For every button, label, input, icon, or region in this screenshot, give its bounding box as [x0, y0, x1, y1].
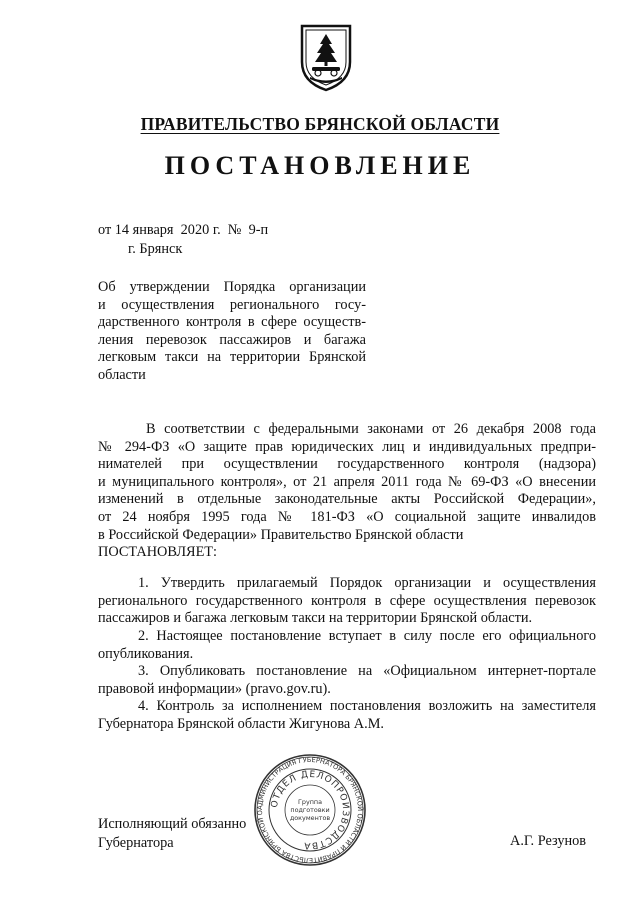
item-line: регионального государственного контроля в сфере осуществления перевозок: [98, 592, 596, 609]
preamble-line: нимателей при осуществлении государственного контроля (надзора): [98, 456, 596, 473]
stamp-outer-text: АДМИНИСТРАЦИЯ ГУБЕРНАТОРА БРЯНСКОЙ ОБЛАСТИ И ПРАВИТЕЛЬСТВА БРЯНСКОЙ О: [255, 755, 365, 865]
item-3-paragraph: [98, 663, 596, 698]
coat-of-arms-emblem: [296, 22, 356, 94]
preamble-line: в Российской Федерации» Правительство Брянской области: [98, 526, 464, 543]
item-line: 2. Настоящее постановление вступает в силу после его официального: [138, 628, 596, 644]
signatory-position: [98, 815, 246, 853]
stamp-center-line: документов: [289, 814, 331, 822]
subject-line: ления перевозок пассажиров и багажа: [98, 331, 366, 348]
item-line: Губернатора Брянской области Жигунова А.М.: [98, 715, 384, 732]
subject-line: и осуществления регионального госу-: [98, 296, 366, 313]
stamp-center-line: Группа: [297, 798, 323, 806]
signatory-position-line: Исполняющий обязанно: [98, 816, 247, 832]
subject-block: [98, 279, 366, 385]
stamp-ring-text: ОТДЕЛ ДЕЛОПРОИЗВОДСТВА: [269, 769, 351, 851]
city-line: г. Брянск: [128, 241, 183, 257]
office-stamp: [254, 754, 366, 866]
subject-line: легковым такси на территории Брянской: [98, 349, 366, 366]
item-line: 3. Опубликовать постановление на «Официальном интернет-портале: [138, 663, 596, 679]
item-line: 4. Контроль за исполнением постановления возложить на заместителя: [138, 698, 596, 714]
preamble-line: изменений в отдельные законодательные акты Российской Федерации»,: [98, 491, 596, 508]
date-number-line: от 14 января 2020 г. № 9-п: [98, 222, 269, 238]
subject-line: области: [98, 366, 146, 383]
document-type-title: ПОСТАНОВЛЕНИЕ: [164, 151, 476, 180]
item-line: пассажиров и багажа легковым такси на территории Брянской области.: [98, 610, 533, 627]
stamp-center-line: подготовки: [290, 806, 330, 814]
subject-line: Об утверждении Порядка организации: [98, 279, 366, 295]
item-line: 1. Утвердить прилагаемый Порядок организации и осуществления: [138, 575, 596, 591]
item-4-paragraph: [98, 698, 596, 733]
government-name: ПРАВИТЕЛЬСТВО БРЯНСКОЙ ОБЛАСТИ: [140, 114, 500, 134]
preamble-line: В соответствии с федеральными законами от 26 декабря 2008 года: [146, 421, 596, 437]
preamble-paragraph: [98, 421, 596, 562]
signatory-position-line: Губернатора: [98, 835, 174, 851]
signatory-name: А.Г. Резунов: [510, 833, 587, 849]
item-line: опубликования.: [98, 645, 194, 662]
item-1-paragraph: [98, 575, 596, 628]
item-2-paragraph: [98, 628, 596, 663]
preamble-line: и муниципального контроля», от 21 апреля 2011 года № 69-ФЗ «О внесении: [98, 473, 596, 490]
preamble-line: № 294-ФЗ «О защите прав юридических лиц и индивидуальных предпри-: [98, 438, 596, 455]
preamble-line: от 24 ноября 1995 года № 181-ФЗ «О социальной защите инвалидов: [98, 508, 596, 525]
item-line: правовой информации» (pravo.gov.ru).: [98, 680, 331, 697]
subject-line: дарственного контроля в сфере осуществ-: [98, 314, 366, 331]
resolves-word: ПОСТАНОВЛЯЕТ:: [98, 544, 218, 561]
